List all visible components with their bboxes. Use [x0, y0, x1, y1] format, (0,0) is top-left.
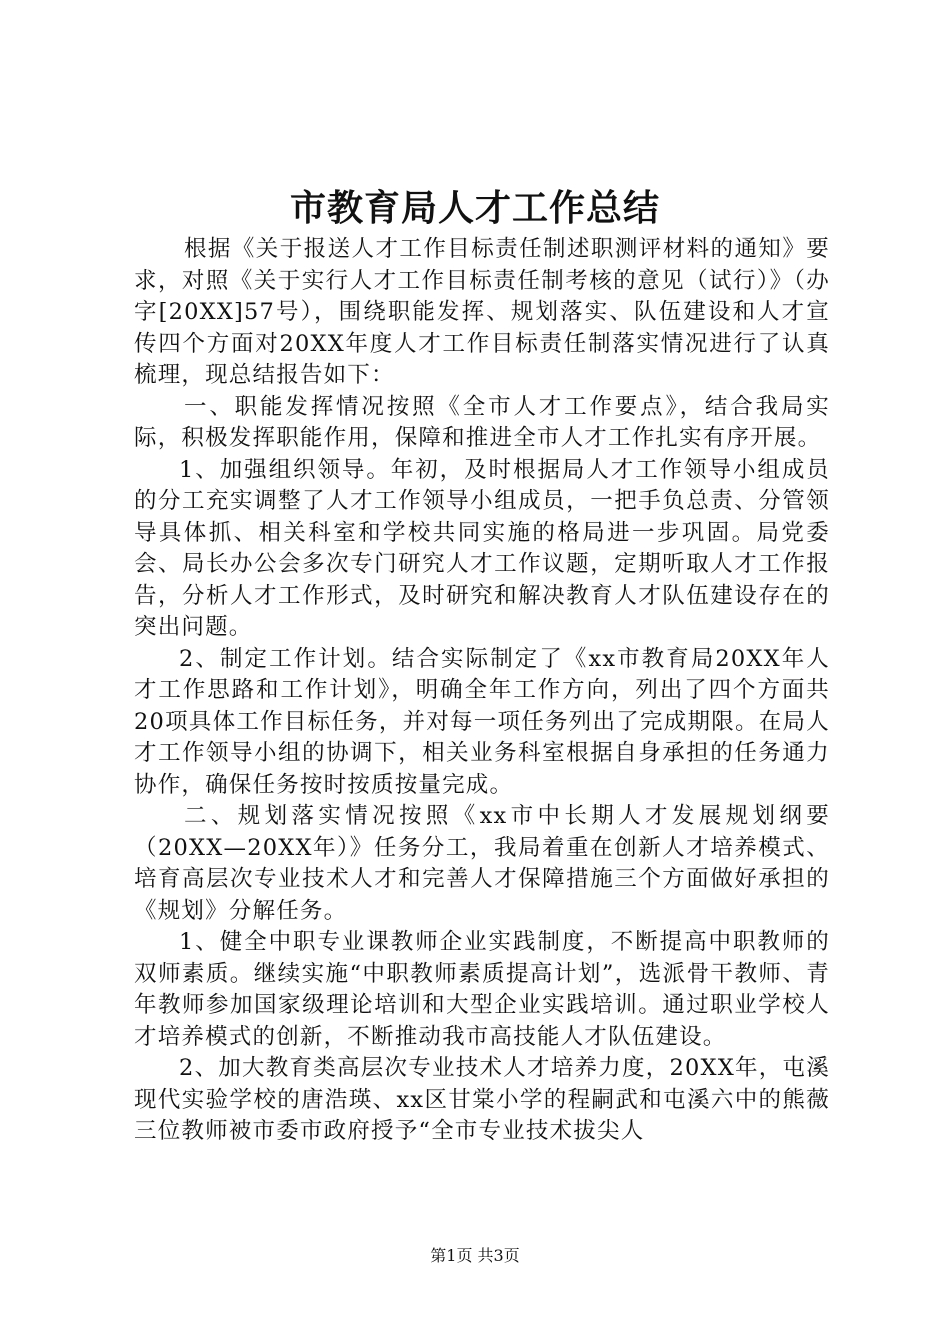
document-title: 市教育局人才工作总结 — [289, 187, 660, 229]
document-body — [134, 234, 830, 1148]
paragraph-section-1-heading: 一、职能发挥情况按照《全市人才工作要点》，结合我局实际，积极发挥职能作用，保障和推进全市人才工作扎实有序开展。 — [134, 393, 830, 451]
paragraph-section-2-heading: 二、规划落实情况按照《xx市中长期人才发展规划纲要（20XX—20XX年）》任务分工，我局着重在创新人才培养模式、培育高层次专业技术人才和完善人才保障措施三个方面做好承担的《规划》分解任务。 — [134, 803, 830, 924]
paragraph-section-2-item-1: 1、健全中职专业课教师企业实践制度，不断提高中职教师的双师素质。继续实施“中职教师素质提高计划”，选派骨干教师、青年教师参加国家级理论培训和大型企业实践培训。通过职业学校人才培养模式的创新，不断推动我市高技能人才队伍建设。 — [134, 929, 830, 1050]
paragraph-section-2-item-2: 2、加大教育类高层次专业技术人才培养力度，20XX年，屯溪现代实验学校的唐浩瑛、xx区甘棠小学的程嗣武和屯溪六中的熊薇三位教师被市委市政府授予“全市专业技术拔尖人 — [134, 1055, 830, 1144]
paragraph-section-1-item-1: 1、加强组织领导。年初，及时根据局人才工作领导小组成员的分工充实调整了人才工作领导小组成员，一把手负总责、分管领导具体抓、相关科室和学校共同实施的格局进一步巩固。局党委会、局长办公会多次专门研究人才工作议题，定期听取人才工作报告，分析人才工作形式，及时研究和解决教育人才队伍建设存在的突出问题。 — [134, 456, 830, 640]
page-footer: 第1页 共3页 — [430, 1246, 520, 1265]
paragraph-section-1-item-2: 2、制定工作计划。结合实际制定了《xx市教育局20XX年人才工作思路和工作计划》，明确全年工作方向，列出了四个方面共20项具体工作目标任务，并对每一项任务列出了完成期限。在局人才工作领导小组的协调下，相关业务科室根据自身承担的任务通力协作，确保任务按时按质按量完成。 — [134, 645, 830, 798]
paragraph-intro: 根据《关于报送人才工作目标责任制述职测评材料的通知》要求，对照《关于实行人才工作目标责任制考核的意见（试行）》（办字[20XX]57号），围绕职能发挥、规划落实、队伍建设和人才宣传四个方面对20XX年度人才工作目标责任制落实情况进行了认真梳理，现总结报告如下： — [134, 236, 830, 388]
